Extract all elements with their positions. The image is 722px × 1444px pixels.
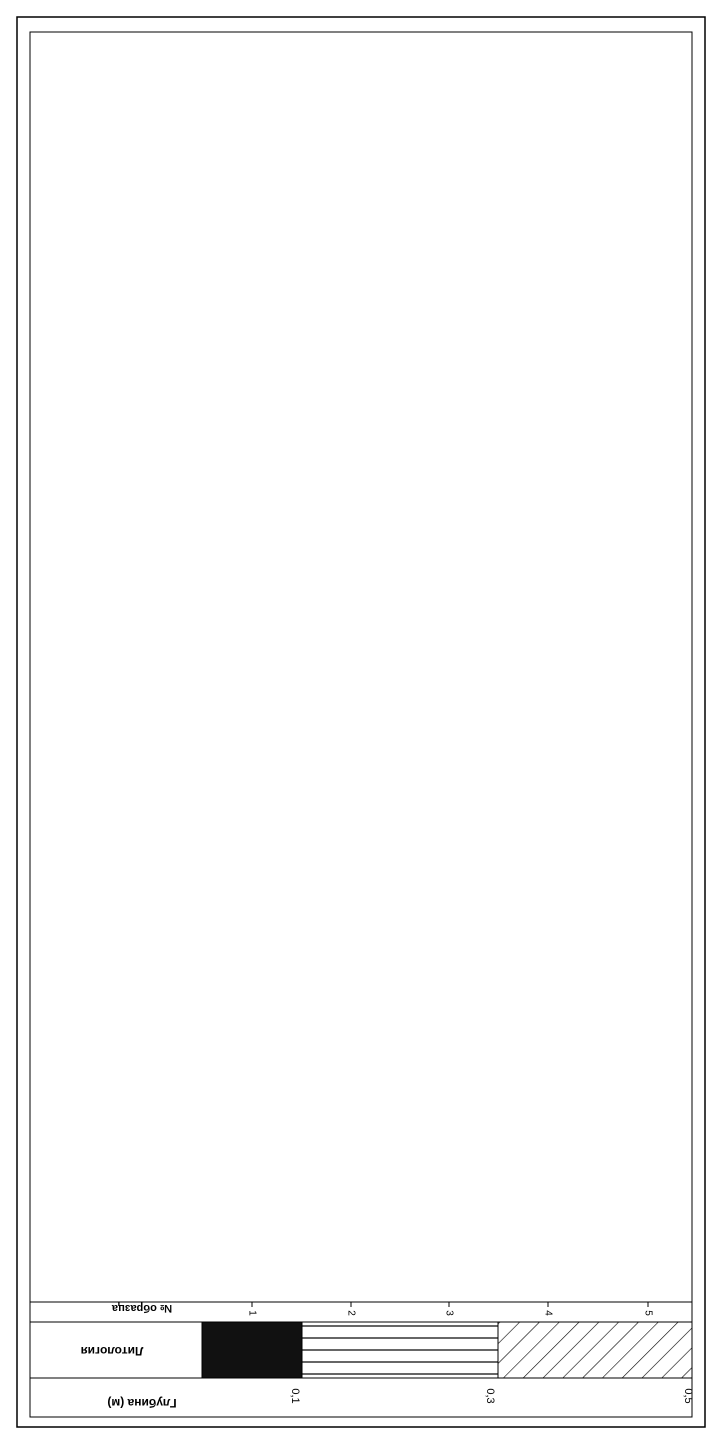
sample-number: 5 (642, 1310, 654, 1316)
depth-tick-label: 0,1 (289, 1388, 302, 1404)
sample-number: 4 (542, 1310, 554, 1316)
depth-tick-label: 0,3 (484, 1388, 497, 1404)
lithology-layer-diagonal-hatch (498, 1322, 692, 1378)
depth-axis-label: Глубина (м) (107, 1395, 177, 1410)
panels (30, 1302, 694, 1410)
plot-frame (30, 32, 695, 1417)
lithology-label: Литология (80, 1343, 144, 1358)
sample-number: 3 (443, 1310, 455, 1316)
sample-number: 2 (345, 1310, 357, 1316)
samples-label: № образца (111, 1302, 173, 1315)
depth-tick-label: 0,5 (682, 1388, 695, 1404)
lithology-layer-horizontal-lines (302, 1322, 498, 1378)
outer-frame (17, 17, 705, 1427)
lithology-layer-solid (202, 1322, 302, 1378)
sample-number: 1 (246, 1310, 258, 1316)
